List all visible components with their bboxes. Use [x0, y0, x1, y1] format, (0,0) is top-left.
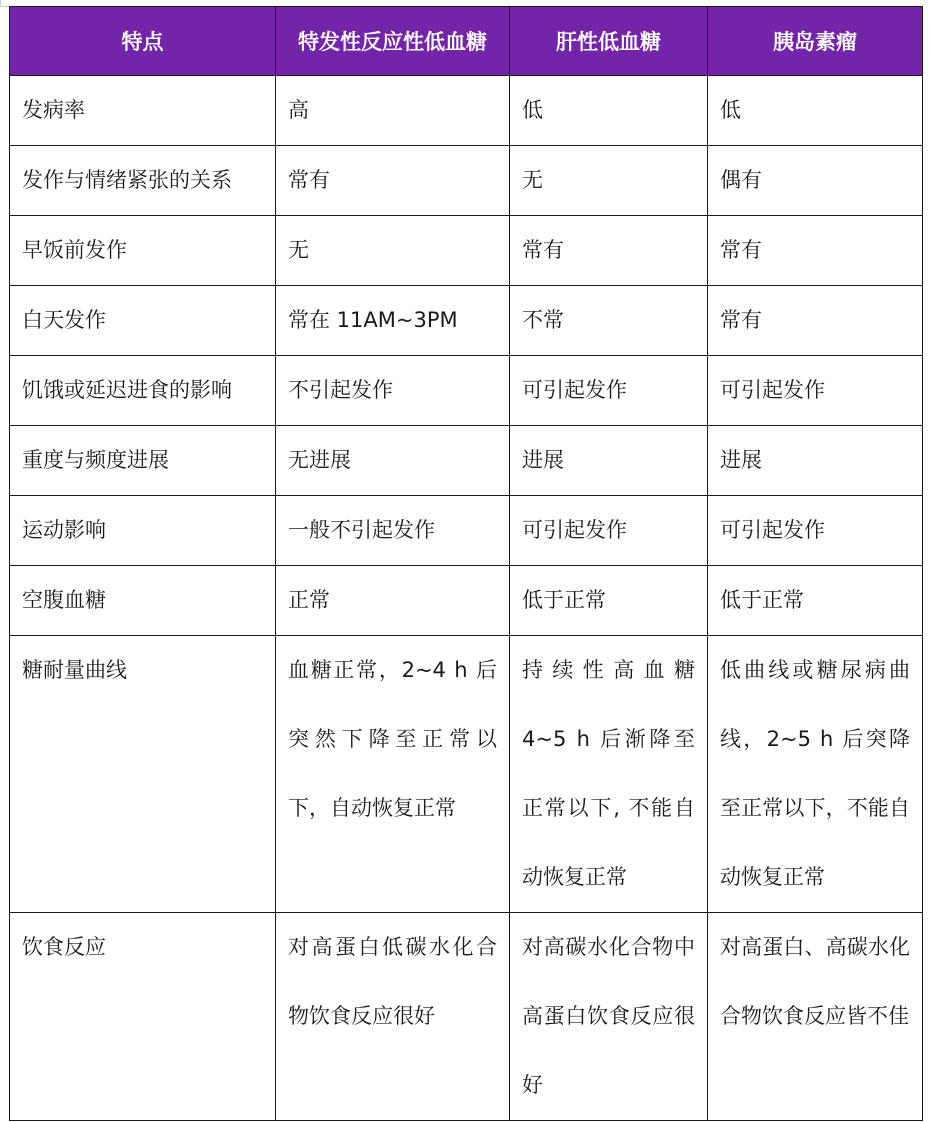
cell-insulinoma: 对高蛋白、高碳水化合物饮食反应皆不佳	[708, 913, 923, 1121]
cell-insulinoma: 常有	[708, 216, 923, 286]
cell-insulinoma: 常有	[708, 286, 923, 356]
cell-hepatic: 无	[510, 146, 708, 216]
row-label: 运动影响	[10, 496, 276, 566]
cell-idiopathic: 无进展	[276, 426, 510, 496]
row-label: 糖耐量曲线	[10, 636, 276, 913]
table-header-row	[10, 7, 923, 76]
cell-insulinoma: 进展	[708, 426, 923, 496]
header-idiopathic-reactive: 特发性反应性低血糖	[276, 7, 510, 76]
row-label: 饮食反应	[10, 913, 276, 1121]
cell-insulinoma: 低曲线或糖尿病曲线，2~5 h 后突降至正常以下，不能自动恢复正常	[708, 636, 923, 913]
table-row	[10, 913, 923, 1121]
row-label: 空腹血糖	[10, 566, 276, 636]
cell-hepatic: 不常	[510, 286, 708, 356]
row-label: 发作与情绪紧张的关系	[10, 146, 276, 216]
table-row	[10, 146, 923, 216]
cell-idiopathic: 无	[276, 216, 510, 286]
cell-hepatic: 可引起发作	[510, 356, 708, 426]
cell-insulinoma: 可引起发作	[708, 496, 923, 566]
table-row	[10, 496, 923, 566]
table-row	[10, 76, 923, 146]
cell-idiopathic: 常在 11AM~3PM	[276, 286, 510, 356]
cell-insulinoma: 可引起发作	[708, 356, 923, 426]
cell-hepatic: 低	[510, 76, 708, 146]
table-row	[10, 356, 923, 426]
table-row	[10, 426, 923, 496]
header-feature: 特点	[10, 7, 276, 76]
cell-insulinoma: 低	[708, 76, 923, 146]
cell-hepatic: 常有	[510, 216, 708, 286]
comparison-table-container	[9, 6, 923, 1121]
table-row	[10, 286, 923, 356]
cell-hepatic: 持续性高血糖 4~5 h 后渐降至正常以下, 不能自动恢复正常	[510, 636, 708, 913]
header-insulinoma: 胰岛素瘤	[708, 7, 923, 76]
cell-idiopathic: 血糖正常，2~4 h 后突然下降至正常以下，自动恢复正常	[276, 636, 510, 913]
cell-hepatic: 进展	[510, 426, 708, 496]
hypoglycemia-comparison-table	[9, 6, 923, 1121]
row-label: 发病率	[10, 76, 276, 146]
cell-hepatic: 低于正常	[510, 566, 708, 636]
table-row	[10, 216, 923, 286]
cell-idiopathic: 不引起发作	[276, 356, 510, 426]
table-row	[10, 636, 923, 913]
row-label: 白天发作	[10, 286, 276, 356]
row-label: 早饭前发作	[10, 216, 276, 286]
cell-idiopathic: 正常	[276, 566, 510, 636]
header-hepatic: 肝性低血糖	[510, 7, 708, 76]
cell-insulinoma: 低于正常	[708, 566, 923, 636]
cell-hepatic: 对高碳水化合物中高蛋白饮食反应很好	[510, 913, 708, 1121]
cell-idiopathic: 一般不引起发作	[276, 496, 510, 566]
row-label: 重度与频度进展	[10, 426, 276, 496]
table-row	[10, 566, 923, 636]
row-label: 饥饿或延迟进食的影响	[10, 356, 276, 426]
cell-idiopathic: 常有	[276, 146, 510, 216]
cell-hepatic: 可引起发作	[510, 496, 708, 566]
cell-insulinoma: 偶有	[708, 146, 923, 216]
cell-idiopathic: 高	[276, 76, 510, 146]
cell-idiopathic: 对高蛋白低碳水化合物饮食反应很好	[276, 913, 510, 1121]
